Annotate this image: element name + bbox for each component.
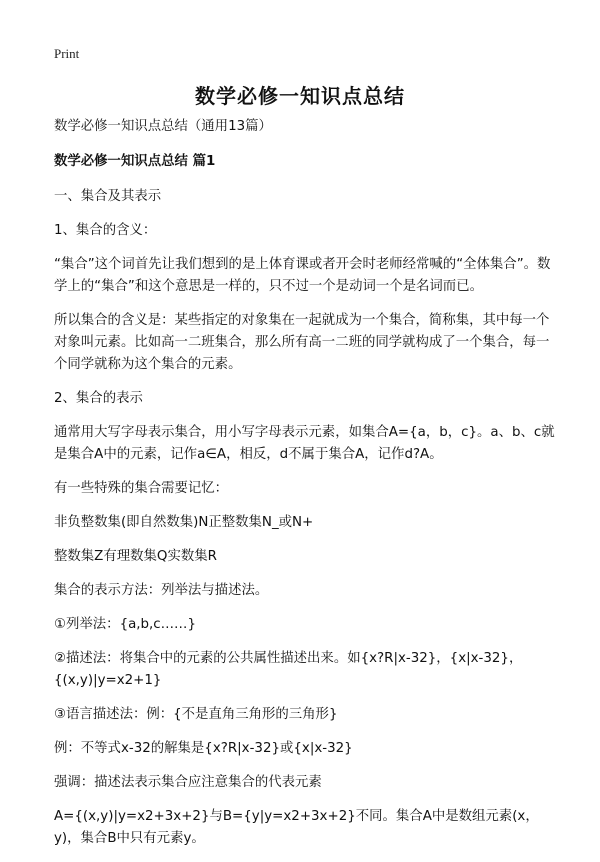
- heading-sets-and-notation: 一、集合及其表示: [54, 189, 162, 204]
- paragraph-letters-notation: 通常用大写字母表示集合，用小写字母表示元素，如集合A={a，b，c}。a、b、c就是集合A中的元素，记作a∈A，相反，d不属于集合A，记作d?A。: [54, 425, 555, 462]
- paragraph-emphasis: 强调：描述法表示集合应注意集合的代表元素: [54, 775, 322, 790]
- heading-set-representation: 2、集合的表示: [54, 391, 143, 406]
- paragraph-integers-rationals-reals: 整数集Z有理数集Q实数集R: [54, 549, 217, 564]
- paragraph-enumeration-method: ①列举法：{a,b,c……}: [54, 617, 196, 632]
- document-subtitle: 数学必修一知识点总结（通用13篇）: [54, 119, 272, 134]
- paragraph-set-definition: 所以集合的含义是：某些指定的对象集在一起就成为一个集合，简称集，其中每一个对象叫元素。比如高一二班集合，那么所有高一二班的同学就构成了一个集合，每一个同学就称为这个集合的元素。: [54, 313, 550, 372]
- document-title: 数学必修一知识点总结: [195, 84, 405, 108]
- paragraph-representation-methods: 集合的表示方法：列举法与描述法。: [54, 583, 269, 598]
- paragraph-description-method: ②描述法：将集合中的元素的公共属性描述出来。如{x?R|x-32}，{x|x-32}，{(x,y)|y=x2+1}: [54, 651, 523, 688]
- paragraph-inequality-example: 例：不等式x-32的解集是{x?R|x-32}或{x|x-32}: [54, 741, 353, 756]
- document-body: [54, 116, 556, 862]
- section-heading: 数学必修一知识点总结 篇1: [54, 154, 216, 169]
- paragraph-set-word: “集合”这个词首先让我们想到的是上体育课或者开会时老师经常喊的“全体集合”。数学上的“集合”和这个意思是一样的，只不过一个是动词一个是名词而已。: [54, 257, 551, 294]
- paragraph-language-description: ③语言描述法：例：{不是直角三角形的三角形}: [54, 707, 338, 722]
- paragraph-set-a-vs-b: A={(x,y)|y=x2+3x+2}与B={y|y=x2+3x+2}不同。集合A中是数组元素(x，y)，集合B中只有元素y。: [54, 809, 539, 846]
- heading-meaning-of-set: 1、集合的含义：: [54, 223, 157, 238]
- paragraph-natural-numbers: 非负整数集(即自然数集)N正整数集N_或N+: [54, 515, 314, 530]
- paragraph-special-sets-intro: 有一些特殊的集合需要记忆：: [54, 481, 229, 496]
- print-link[interactable]: Print: [54, 46, 80, 61]
